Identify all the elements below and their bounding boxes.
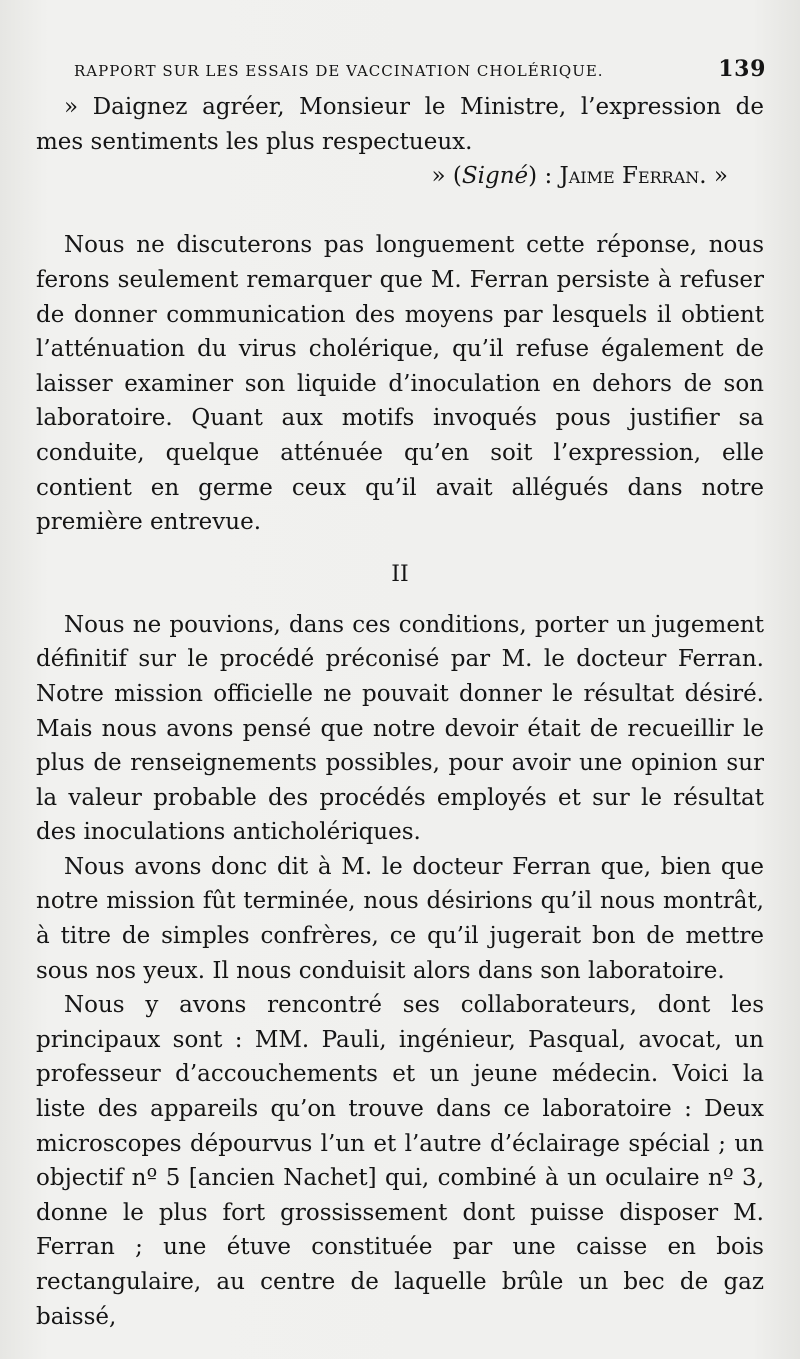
- running-header: [74, 56, 766, 82]
- page-body: [36, 90, 764, 1334]
- closing-paragraph: » Daignez agréer, Monsieur le Ministre, l’expression de mes sentiments les plus respectueux.: [36, 94, 764, 155]
- paragraph-visit: Nous avons donc dit à M. le docteur Ferran que, bien que notre mission fût terminée, nous désirions qu’il nous montrât, à titre de simples confrères, ce qu’il jugerait bon de mettre sous nos yeux. Il nous conduisit alors dans son laboratoire.: [36, 853, 764, 984]
- signature-open: » (: [431, 163, 462, 190]
- section-heading: II: [391, 561, 409, 587]
- signature-close: . »: [699, 163, 728, 190]
- signature-name: Jaime Ferran: [559, 163, 700, 190]
- paragraph-response: Nous ne discuterons pas longuement cette réponse, nous ferons seulement remarquer que M. Ferran persiste à refuser de donner communication des moyens par lesquels il obtient l’atténuation du virus cholérique, qu’il refuse également de laisser examiner son liquide d’inoculation en dehors de son laboratoire. Quant aux motifs invoqués pous justifier sa conduite, quelque atténuée qu’en soit l’expression, elle contient en germe ceux qu’il avait allégués dans notre première entrevue.: [36, 232, 764, 536]
- page-number: 139: [718, 56, 766, 82]
- running-title: RAPPORT SUR LES ESSAIS DE VACCINATION CHOLÉRIQUE.: [74, 62, 604, 80]
- paragraph-laboratory: Nous y avons rencontré ses collaborateurs, dont les principaux sont : MM. Pauli, ingénieur, Pasqual, avocat, un professeur d’accouchements et un jeune médecin. Voici la liste des appareils qu’on trouve dans ce laboratoire : Deux microscopes dépourvus l’un et l’autre d’éclairage spécial ; un objectif nº 5 [ancien Nachet] qui, combiné à un oculaire nº 3, donne le plus fort grossissement dont puisse disposer M. Ferran ; une étuve constituée par une caisse en bois rectangulaire, au centre de laquelle brûle un bec de gaz baissé,: [36, 992, 764, 1330]
- signature-mid: ) :: [528, 163, 560, 190]
- signature-line: [36, 159, 764, 194]
- paragraph-conditions: Nous ne pouvions, dans ces conditions, porter un jugement définitif sur le procédé préconisé par M. le docteur Ferran. Notre mission officielle ne pouvait donner le résultat désiré. Mais nous avons pensé que notre devoir était de recueillir le plus de renseignements possibles, pour avoir une opinion sur la valeur probable des procédés employés et sur le résultat des inoculations anticholériques.: [36, 611, 764, 846]
- signature-signed: Signé: [461, 163, 529, 190]
